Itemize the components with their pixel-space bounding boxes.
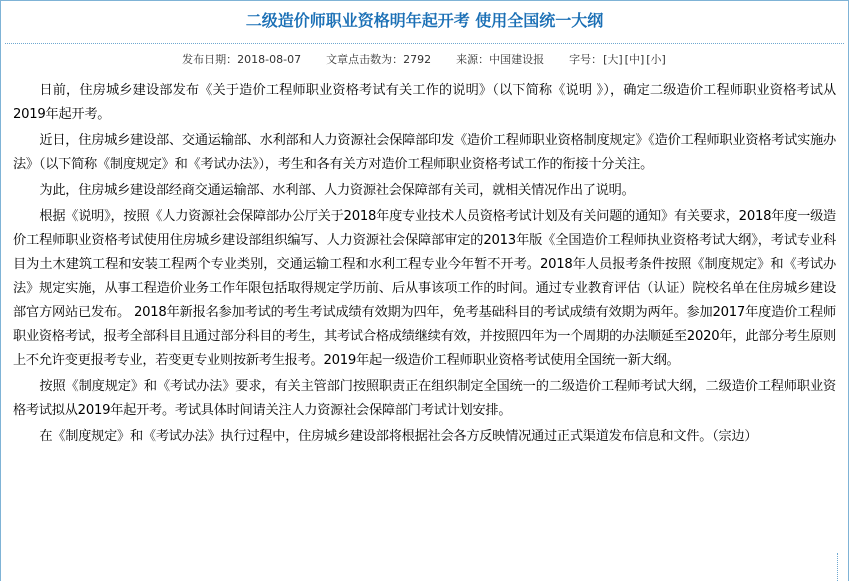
- font-size-small-link[interactable]: [小]: [646, 53, 666, 66]
- article-title: 二级造价师职业资格明年起开考 使用全国统一大纲: [245, 11, 604, 30]
- font-size-large-link[interactable]: [大]: [603, 53, 623, 66]
- scrollbar[interactable]: [837, 553, 848, 581]
- paragraph: 按照《制度规定》和《考试办法》要求，有关主管部门按照职责正在组织制定全国统一的二级造价工程师考试大纲，二级造价工程师职业资格考试拟从2019年起开考。考试具体时间请关注人力资源社会保障部门考试计划安排。: [13, 379, 836, 418]
- font-size-label: 字号：: [569, 53, 603, 66]
- article-body: [1, 75, 848, 449]
- view-count: 2792: [403, 53, 432, 66]
- source-label: 来源：: [456, 53, 490, 66]
- font-size-medium-link[interactable]: [中]: [624, 53, 645, 66]
- source-name: 中国建设报: [489, 53, 545, 66]
- paragraph: 日前，住房城乡建设部发布《关于造价工程师职业资格考试有关工作的说明》（以下简称《说明 》），确定二级造价工程师职业资格考试从2019年起开考。: [13, 83, 836, 122]
- paragraph: 为此，住房城乡建设部经商交通运输部、水利部、人力资源社会保障部有关司，就相关情况作出了说明。: [39, 183, 635, 198]
- paragraph: 在《制度规定》和《考试办法》执行过程中，住房城乡建设部将根据社会各方反映情况通过正式渠道发布信息和文件。（宗边）: [39, 429, 758, 444]
- view-count-label: 文章点击数为：: [326, 53, 404, 66]
- publish-date-label: 发布日期：: [182, 53, 238, 66]
- paragraph: 近日，住房城乡建设部、交通运输部、水利部和人力资源社会保障部印发《造价工程师职业资格制度规定》《造价工程师职业资格考试实施办法》（以下简称《制度规定》和《考试办法》），考生和各有关方对造价工程师职业资格考试工作的衔接十分关注。: [13, 133, 836, 172]
- publish-date: 2018-08-07: [237, 53, 302, 66]
- paragraph: 根据《说明》，按照《人力资源社会保障部办公厅关于2018年度专业技术人员资格考试计划及有关问题的通知》有关要求，2018年度一级造价工程师职业资格考试使用住房城乡建设部组织编写、人力资源社会保障部审定的2013年版《全国造价工程师执业资格考试大纲》，考试专业科目为土木建筑工程和安装工程两个专业类别，交通运输工程和水利工程专业今年暂不开考。2018年人员报考条件按照《制度规定》和《考试办法》规定实施，从事工程造价业务工作年限包括取得规定学历前、后从事该项工作的时间。通过专业教育评估（认证）院校名单在住房城乡建设部官方网站已发布。 2018年新报名参加考试的考生考试成绩有效期为四年，免考基础科目的考试成绩有效期为两年。参加2017年度造价工程师职业资格考试，报考全部科目且通过部分科目的考生，其考试合格成绩继续有效，并按照四年为一个周期的办法顺延至2020年，此部分考生原则上不允许变更报考专业，若变更专业则按新考生报考。2019年起一级造价工程师职业资格考试使用全国统一新大纲。: [13, 209, 836, 368]
- article-meta: [1, 44, 848, 75]
